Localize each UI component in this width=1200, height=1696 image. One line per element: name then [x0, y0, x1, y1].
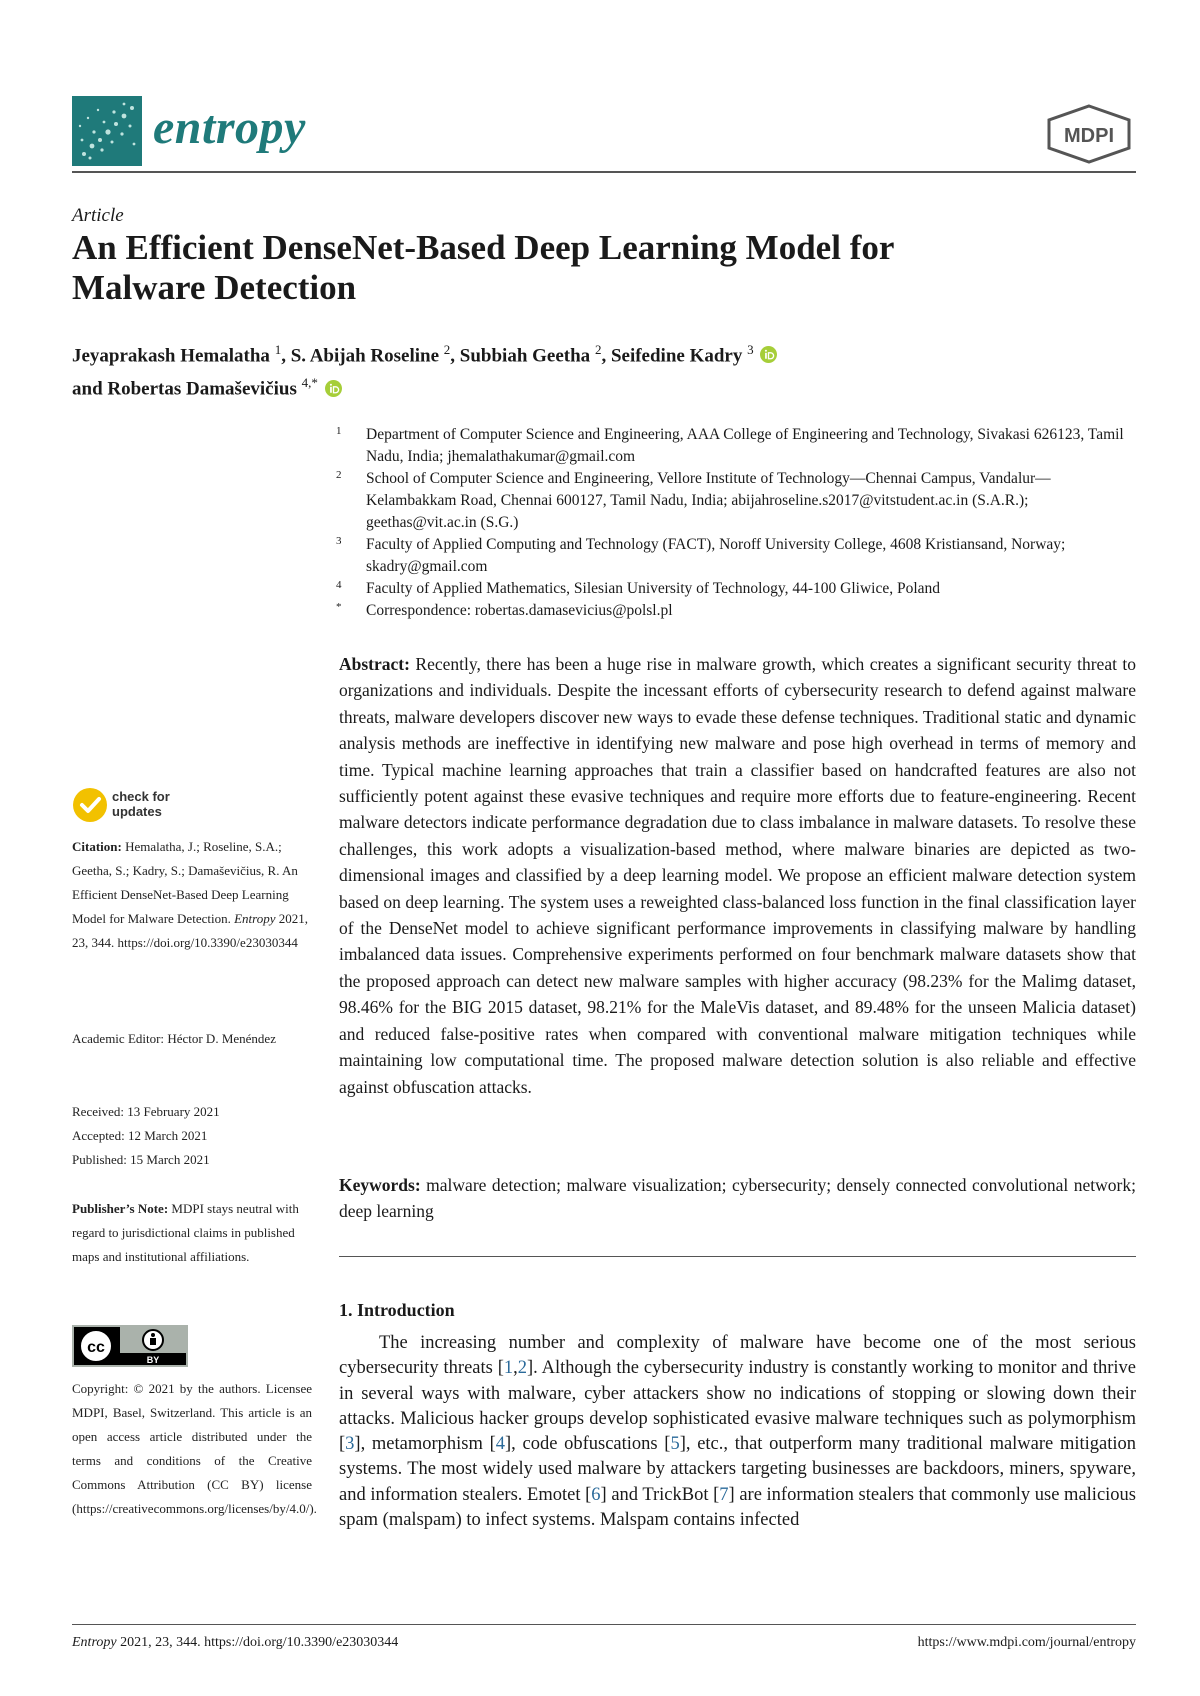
svg-text:cc: cc	[87, 1339, 105, 1356]
check-updates-icon	[72, 787, 108, 823]
title-line-1: An Efficient DenseNet-Based Deep Learning Model for	[72, 228, 895, 267]
editor-name: Héctor D. Menéndez	[167, 1031, 276, 1046]
correspondence: * Correspondence: robertas.damasevicius@polsl.pl	[336, 601, 673, 619]
title-line-2: Malware Detection	[72, 268, 357, 307]
accepted-date: Accepted: 12 March 2021	[72, 1128, 208, 1143]
orcid-icon[interactable]	[760, 346, 777, 363]
citation-block	[72, 835, 312, 955]
mdpi-logo-icon	[1043, 104, 1135, 164]
journal-name: entropy	[153, 101, 306, 154]
entropy-logo-icon	[72, 96, 142, 166]
editor-label: Academic Editor:	[72, 1031, 165, 1046]
citation-label: Citation:	[72, 839, 122, 854]
header-rule	[72, 171, 1136, 173]
cc-by-license-icon[interactable]	[72, 1325, 188, 1367]
abstract-label: Abstract:	[339, 654, 410, 674]
citation-link[interactable]: 4	[495, 1434, 505, 1455]
keywords-text: malware detection; malware visualization; cybersecurity; densely connected convolutional network; deep learning	[339, 1175, 1137, 1222]
publication-dates	[72, 1100, 312, 1172]
published-date: Published: 15 March 2021	[72, 1152, 210, 1167]
author-affiliation: 3	[747, 342, 754, 357]
intro-paragraph: The increasing number and complexity of malware have become one of the most serious cybersecurity threats [1,2]. Although the cybersecurity industry is constantly working to monitor and thrive in several ways with malware, cyber attackers show no indications of stopping or slowing down their attacks. Malicious hacker groups develop sophisticated evasive malware techniques such as polymorphism [3], metamorphism [4], code obfuscations [5], etc., that outperform many traditional malware mitigation systems. The most widely used malware by attackers targeting businesses are backdoors, miners, spyware, and information stealers. Emotet [6] and TrickBot [7] are information stealers that commonly use malicious spam (malspam) to infect systems. Malspam contains infected	[339, 1333, 1137, 1531]
affiliation-item: 1 Department of Computer Science and Engineering, AAA College of Engineering and Technology, Sivakasi 626123, Tamil Nadu, India; jhemalathakumar@gmail.com	[336, 425, 1124, 465]
copyright-notice: Copyright: © 2021 by the authors. Licensee MDPI, Basel, Switzerland. This article is an open access article distributed under the terms and conditions of the Creative Commons Attribution (CC BY) license (https://creativecommons.org/licenses/by/4.0/).	[72, 1381, 317, 1516]
citation-link[interactable]: 3	[345, 1434, 355, 1455]
publisher-note-label: Publisher’s Note:	[72, 1201, 169, 1216]
cc-badge-text: BY	[146, 1355, 160, 1365]
footer-rule	[72, 1624, 1136, 1625]
keywords-label: Keywords:	[339, 1175, 421, 1195]
citation-link[interactable]: 1	[503, 1358, 514, 1379]
author-name[interactable]: Subbiah Geetha	[459, 345, 591, 367]
citation-journal: Entropy	[234, 911, 276, 926]
author-list: Jeyaprakash Hemalatha $^1$, S. Abijah Roseline $^2$, Subbiah Geetha $^2$, Seifedine Kadry $^3$ and Robertas Damaševičius $^{4,*}$	[72, 336, 1136, 403]
author-affiliation: 1	[274, 342, 282, 357]
abstract-divider	[339, 1256, 1136, 1257]
footer-citation	[72, 1635, 398, 1651]
affiliation-item: 3 Faculty of Applied Computing and Technology (FACT), Noroff University College, 4608 Kristiansand, Norway; skadry@gmail.com	[336, 535, 1066, 575]
abstract	[339, 651, 1136, 1100]
citation-text: Hemalatha, J.; Roseline, S.A.; Geetha, S.; Kadry, S.; Damaševičius, R. An Efficient DenseNet-Based Deep Learning Model for Malware Detection.	[72, 839, 298, 926]
author-name[interactable]: Jeyaprakash Hemalatha	[72, 345, 270, 367]
author-name[interactable]: S. Abijah Roseline	[290, 345, 440, 367]
author-affiliation: 2	[443, 342, 451, 357]
citation-link[interactable]: 2	[517, 1358, 527, 1379]
publisher-note-text: MDPI stays neutral with regard to jurisdictional claims in published maps and institutional affiliations.	[72, 1201, 299, 1264]
affiliation-item: 4 Faculty of Applied Mathematics, Silesian University of Technology, 44-100 Gliwice, Poland	[336, 579, 941, 597]
citation-doi[interactable]: 2021, 23, 344. https://doi.org/10.3390/e23030344	[72, 911, 308, 950]
abstract-text: Recently, there has been a huge rise in malware growth, which creates a significant security threat to organizations and individuals. Despite the incessant efforts of cybersecurity research to defend against malware threats, malware developers discover new ways to evade these defense techniques. Traditional static and dynamic analysis methods are ineffective in identifying new malware and pose high overhead in terms of memory and time. Typical machine learning approaches that train a classifier based on handcrafted features are also not sufficiently potent against these evasive techniques and require more efforts due to feature-engineering. Recent malware detectors indicate performance degradation due to class imbalance in malware datasets. To resolve these challenges, this work adopts a visualization-based method, where malware binaries are depicted as two-dimensional images and classified by a deep learning model. We propose an efficient malware detection system based on deep learning. The system uses a reweighted class-balanced loss function in the final classification layer of the DenseNet model to achieve significant performance improvements in classifying malware by handling imbalanced data issues. Comprehensive experiments performed on four benchmark malware datasets show that the proposed approach can detect new malware samples with higher accuracy (98.23% for the Malimg dataset, 98.46% for the BIG 2015 dataset, 98.21% for the MaleVis dataset, and 89.48% for the unseen Malicia dataset) and reduced false-positive rates when compared with conventional malware mitigation techniques while maintaining low computational time. The proposed malware detection solution is also reliable and effective against obfuscation attacks.	[339, 654, 1137, 1097]
section-heading: 1. Introduction	[339, 1300, 455, 1320]
check-for-updates-badge[interactable]	[72, 787, 212, 823]
citation-link[interactable]: 6	[591, 1484, 601, 1505]
orcid-icon[interactable]	[325, 380, 342, 397]
publisher-note	[72, 1197, 312, 1269]
author-name[interactable]: Seifedine Kadry	[610, 345, 743, 367]
author-affiliation: 4,*	[301, 375, 318, 391]
footer-journal: Entropy	[72, 1635, 117, 1650]
footer-doi[interactable]: 2021, 23, 344. https://doi.org/10.3390/e23030344	[120, 1635, 399, 1650]
article-title	[72, 228, 1072, 308]
affiliation-item: 2 School of Computer Science and Engineering, Vellore Institute of Technology—Chennai Campus, Vandalur—Kelambakkam Road, Chennai 600127, Tamil Nadu, India; abijahroseline.s2017@vitstudent.ac.in (S.A.R.); geethas@vit.ac.in (S.G.)	[336, 469, 1051, 531]
academic-editor	[72, 1027, 312, 1051]
footer-journal-url[interactable]: https://www.mdpi.com/journal/entropy	[917, 1635, 1136, 1650]
author-name[interactable]: and Robertas Damaševičius	[72, 378, 297, 400]
received-date: Received: 13 February 2021	[72, 1104, 220, 1119]
author-affiliation: 2	[594, 342, 602, 357]
check-updates-label: check for updates	[112, 789, 170, 819]
article-type: Article	[72, 205, 124, 226]
keywords	[339, 1172, 1136, 1225]
mdpi-logo-text: MDPI	[1064, 125, 1114, 147]
citation-link[interactable]: 5	[670, 1434, 680, 1455]
affiliations	[336, 424, 1136, 622]
citation-link[interactable]: 7	[719, 1484, 729, 1505]
